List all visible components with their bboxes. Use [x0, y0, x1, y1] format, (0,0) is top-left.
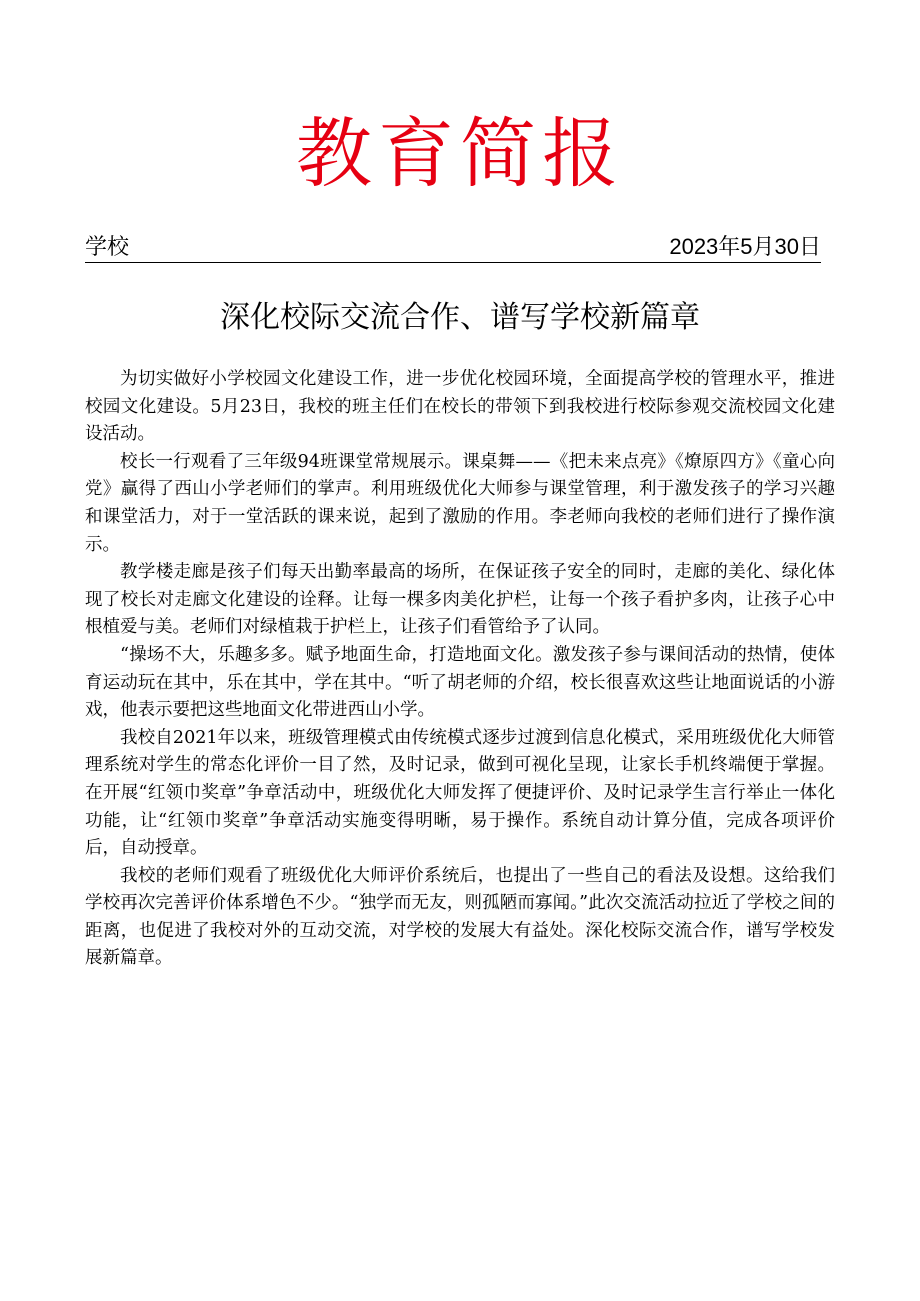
- article-body: [85, 366, 835, 973]
- article-paragraph: 我校的老师们观看了班级优化大师评价系统后，也提出了一些自己的看法及设想。这给我们学校再次完善评价体系增色不少。“独学而无友，则孤陋而寡闻。”此次交流活动拉近了学校之间的距离，也促进了我校对外的互动交流，对学校的发展大有益处。深化校际交流合作，谱写学校发展新篇章。: [85, 865, 835, 969]
- article-headline: 深化校际交流合作、谱写学校新篇章: [220, 300, 700, 335]
- article-paragraph: 校长一行观看了三年级94班课堂常规展示。课桌舞——《把未来点亮》《燎原四方》《童心向党》赢得了西山小学老师们的掌声。利用班级优化大师参与课堂管理，利于激发孩子的学习兴趣和课堂活力，对于一堂活跃的课来说，起到了激励的作用。李老师向我校的老师们进行了操作演示。: [85, 451, 835, 555]
- article-paragraph: 我校自2021年以来，班级管理模式由传统模式逐步过渡到信息化模式，采用班级优化大师管理系统对学生的常态化评价一目了然，及时记录，做到可视化呈现，让家长手机终端便于掌握。在开展“红领巾奖章”争章活动中，班级优化大师发挥了便捷评价、及时记录学生言行举止一体化功能，让“红领巾奖章”争章活动实施变得明晰，易于操作。系统自动计算分值，完成各项评价后，自动授章。: [85, 727, 835, 859]
- article-paragraph: “操场不大，乐趣多多。赋予地面生命，打造地面文化。激发孩子参与课间活动的热情，使体育运动玩在其中，乐在其中，学在其中。“听了胡老师的介绍，校长很喜欢这些让地面说话的小游戏，他表示要把这些地面文化带进西山小学。: [85, 644, 835, 721]
- dateline-bar: [85, 232, 821, 263]
- school-label: 学校: [85, 234, 130, 259]
- article-paragraph: 为切实做好小学校园文化建设工作，进一步优化校园环境，全面提高学校的管理水平，推进校园文化建设。5月23日，我校的班主任们在校长的带领下到我校进行校际参观交流校园文化建设活动。: [85, 369, 835, 445]
- issue-date: 2023年5月30日: [669, 234, 821, 259]
- article-paragraph: 教学楼走廊是孩子们每天出勤率最高的场所，在保证孩子安全的同时，走廊的美化、绿化体现了校长对走廊文化建设的诠释。让每一棵多肉美化护栏，让每一个孩子看护多肉，让孩子心中根植爱与美。老师们对绿植栽于护栏上，让孩子们看管给予了认同。: [85, 562, 835, 638]
- newsletter-masthead: 教育简报: [296, 109, 624, 198]
